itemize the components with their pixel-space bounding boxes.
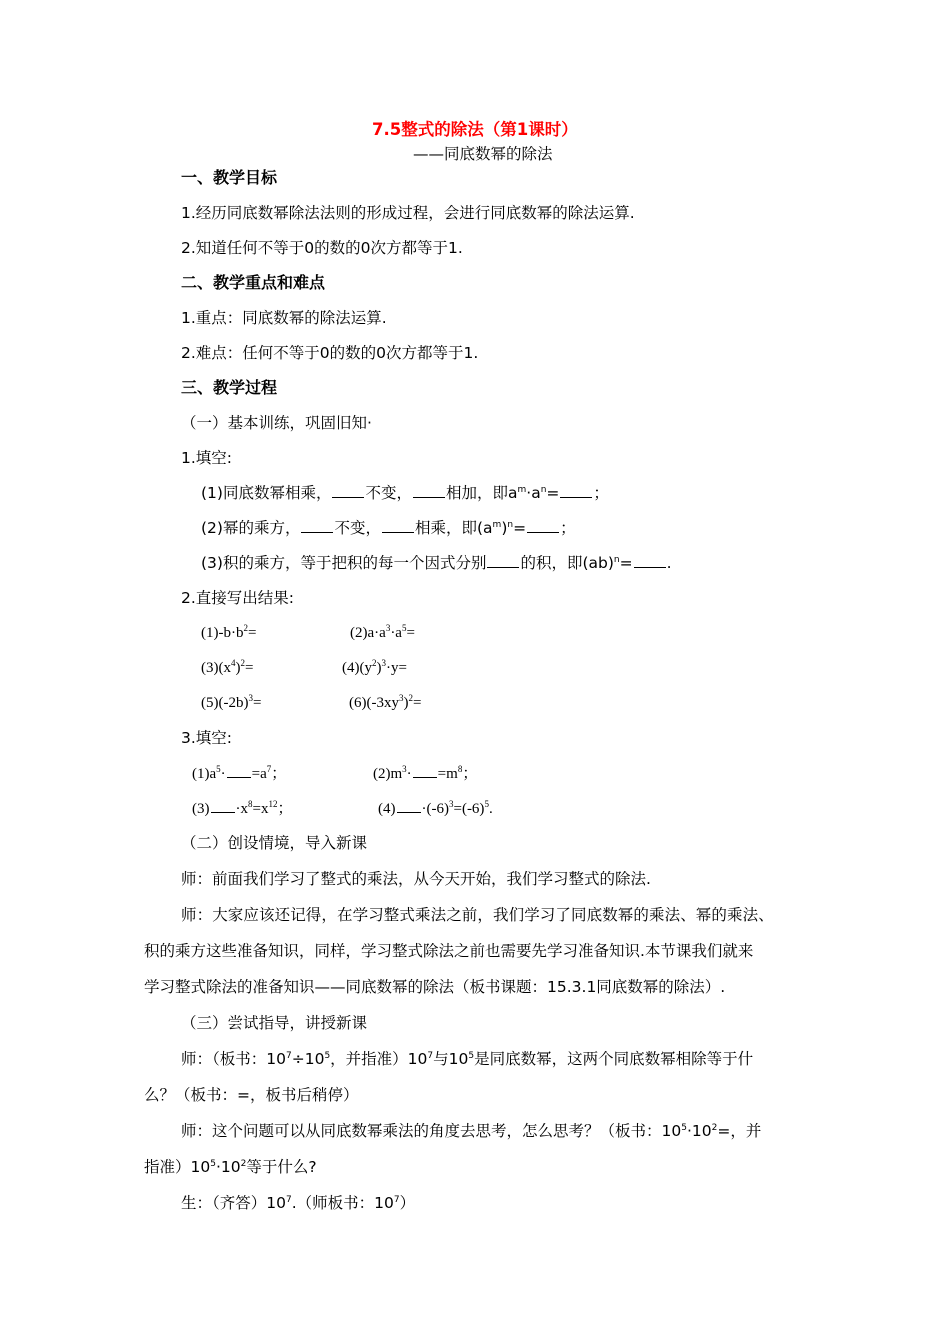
paragraph: 么？（板书：=，板书后稍停） (144, 1086, 359, 1104)
text: ÷10 (291, 1050, 325, 1068)
text: (5)(-2b) (201, 695, 249, 711)
blank (227, 763, 251, 778)
exponent: n (613, 555, 620, 565)
paragraph: 师：大家应该还记得，在学习整式乘法之前，我们学习了同底数幂的乘法、幂的乘法、 (181, 906, 774, 924)
text: =，并 (717, 1122, 762, 1140)
text: (2)m (373, 766, 403, 782)
text: ，并指准）10 (330, 1050, 428, 1068)
text: ； (560, 519, 576, 537)
exponent: 2 (243, 623, 248, 633)
page-subtitle: ——同底数幂的除法 (413, 145, 553, 163)
exponent: n (540, 485, 547, 495)
exercise (342, 658, 407, 678)
blank (527, 518, 559, 533)
exponent: 5 (468, 1051, 475, 1061)
text: ； (462, 766, 478, 782)
text: ) (376, 660, 382, 676)
text: (1)同底数幂相乘， (201, 484, 332, 502)
section-heading-keypoints: 二、教学重点和难点 (181, 273, 326, 292)
exponent: 12 (268, 799, 278, 809)
section-heading-goals: 一、教学目标 (181, 168, 278, 187)
text: . (488, 801, 493, 817)
text: ·a (526, 484, 541, 502)
blank (332, 483, 364, 498)
blank (382, 518, 414, 533)
text: (2)a·a (350, 625, 386, 641)
text: (1)a (192, 766, 217, 782)
exponent: m (492, 520, 502, 530)
exponent: 5 (324, 1051, 331, 1061)
question-label: 1.填空: (181, 449, 233, 467)
text: 不变， (334, 519, 381, 537)
text: =a (251, 766, 267, 782)
exponent: 2 (240, 1159, 247, 1169)
exponent: 5 (484, 799, 489, 809)
exercise (201, 693, 261, 713)
text: =m (437, 766, 458, 782)
exponent: 2 (240, 658, 245, 668)
exercise (201, 658, 253, 678)
exponent: 7 (266, 764, 272, 774)
goal-item: 1.经历同底数幂除法法则的形成过程，会进行同底数幂的除法运算. (181, 204, 635, 222)
exponent: 5 (681, 1123, 687, 1133)
section-heading-process: 三、教学过程 (181, 378, 278, 397)
text: = (546, 484, 560, 502)
text: 指准）10 (144, 1158, 211, 1176)
text: = (247, 625, 257, 641)
exponent: 2 (372, 658, 377, 668)
exercise (378, 798, 493, 819)
paragraph: 师：前面我们学习了整式的乘法，从今天开始，我们学习整式的除法. (181, 870, 651, 888)
paragraph (144, 1157, 317, 1177)
exercise (350, 623, 415, 643)
text: = (412, 695, 422, 711)
text: 的积，即(ab) (520, 554, 614, 572)
keypoint-item: 1.重点：同底数幂的除法运算. (181, 309, 387, 327)
page-title: 7.5整式的除法（第1课时） (372, 120, 578, 139)
exercise (373, 763, 477, 784)
text: 是同底数幂，这两个同底数幂相除等于什 (474, 1050, 754, 1068)
blank (301, 518, 333, 533)
paragraph: 积的乘方这些准备知识，同样，学习整式除法之前也需要先学习准备知识.本节课我们就来 (144, 942, 754, 960)
text: = (252, 695, 262, 711)
text: ·y= (386, 660, 407, 676)
text: ·(-6) (421, 801, 449, 817)
text: 师：这个问题可以从同底数幂乘法的角度去思考，怎么思考？（板书：10 (181, 1122, 682, 1140)
text: (3) (192, 801, 210, 817)
exponent: 5 (401, 623, 407, 633)
text: (1)-b·b (201, 625, 244, 641)
blank (487, 553, 519, 568)
blank (211, 798, 235, 813)
text: =(-6) (453, 801, 485, 817)
text: = (513, 519, 527, 537)
text: =x (252, 801, 269, 817)
exponent: 8 (457, 764, 463, 774)
text: 与10 (433, 1050, 469, 1068)
text: (6)(-3xy (349, 695, 399, 711)
text: ·10 (686, 1122, 712, 1140)
question-label: 2.直接写出结果: (181, 589, 295, 607)
exponent: 8 (248, 799, 253, 809)
exponent: 4 (231, 658, 236, 668)
fill-item (201, 518, 576, 538)
fill-item (201, 553, 672, 573)
exponent: 5 (210, 1159, 216, 1169)
blank (560, 483, 592, 498)
exponent: m (517, 485, 527, 495)
paragraph (181, 1121, 761, 1141)
paragraph (181, 1193, 415, 1213)
exponent: n (507, 520, 514, 530)
keypoint-item: 2.难点：任何不等于0的数的0次方都等于1. (181, 344, 479, 362)
exponent: 2 (408, 693, 413, 703)
exponent: 3 (402, 764, 407, 774)
text: ) (235, 660, 241, 676)
text: .（师板书：10 (291, 1194, 394, 1212)
exponent: 3 (381, 658, 386, 668)
text: = (245, 660, 254, 676)
part-heading: （三）尝试指导，讲授新课 (181, 1014, 368, 1032)
exponent: 5 (216, 764, 221, 774)
text: ） (399, 1194, 416, 1212)
text: (3)(x (201, 660, 231, 676)
text: ； (277, 801, 293, 817)
text: 相加，即a (445, 484, 518, 502)
exponent: 3 (398, 693, 404, 703)
text: (3)积的乘方，等于把积的每一个因式分别 (201, 554, 487, 572)
exercise (192, 798, 292, 819)
paragraph: 学习整式除法的准备知识——同底数幂的除法（板书课题：15.3.1同底数幂的除法）. (144, 978, 726, 996)
text: ； (593, 484, 609, 502)
exponent: 2 (711, 1123, 718, 1133)
exponent: 7 (285, 1195, 292, 1205)
text: 师：（板书：10 (181, 1050, 286, 1068)
text: ·10 (215, 1158, 241, 1176)
text: ·x (235, 801, 248, 817)
exercise (349, 693, 421, 713)
text: = (406, 625, 415, 641)
text: 相乘，即(a (414, 519, 493, 537)
text: ·a (390, 625, 402, 641)
text: · (220, 766, 226, 782)
goal-item: 2.知道任何不等于0的数的0次方都等于1. (181, 239, 463, 257)
exponent: 3 (385, 623, 391, 633)
exponent: 7 (393, 1195, 400, 1205)
exponent: 3 (248, 693, 253, 703)
blank (413, 763, 437, 778)
fill-item (201, 483, 609, 503)
exercise (201, 623, 256, 643)
text: (4) (378, 801, 396, 817)
question-label: 3.填空: (181, 729, 233, 747)
text: = (619, 554, 633, 572)
text: . (666, 554, 672, 572)
paragraph (181, 1049, 753, 1069)
exponent: 7 (285, 1051, 292, 1061)
text: (2)幂的乘方， (201, 519, 301, 537)
text: 不变， (365, 484, 412, 502)
exponent: 7 (427, 1051, 434, 1061)
text: ； (271, 766, 287, 782)
part-heading: （二）创设情境，导入新课 (181, 834, 368, 852)
text: 等于什么? (246, 1158, 317, 1176)
blank (634, 553, 666, 568)
exponent: 3 (448, 799, 454, 809)
blank (413, 483, 445, 498)
text: 生：（齐答）10 (181, 1194, 286, 1212)
text: ) (403, 695, 409, 711)
text: (4)(y (342, 660, 372, 676)
part-heading: （一）基本训练，巩固旧知· (181, 414, 372, 432)
text: · (406, 766, 412, 782)
blank (397, 798, 421, 813)
text: ) (501, 519, 508, 537)
exercise (192, 763, 286, 784)
